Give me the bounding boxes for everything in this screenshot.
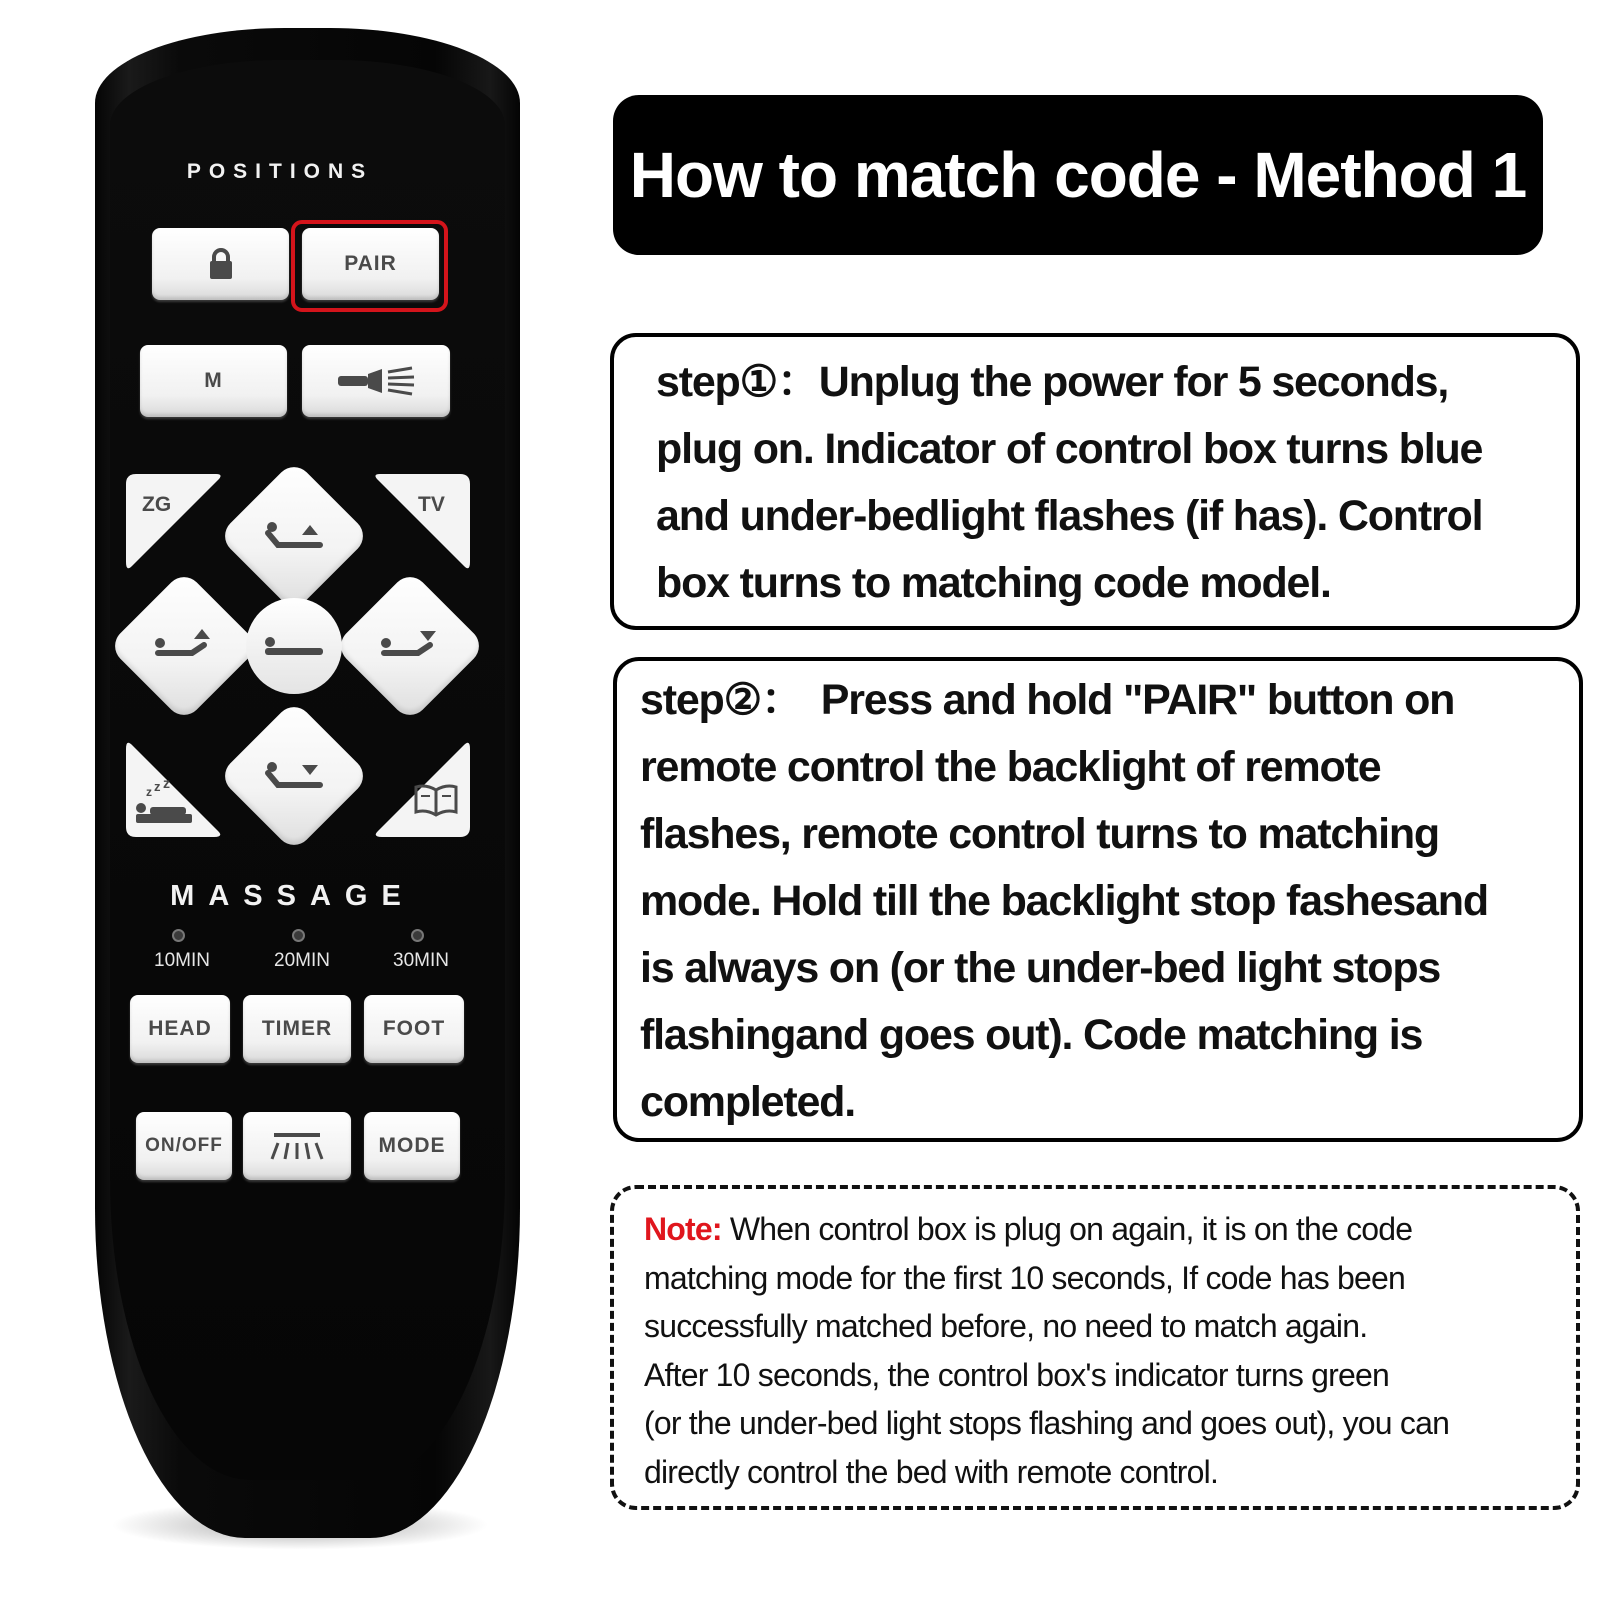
timer-20min-label: 20MIN — [274, 950, 330, 971]
zg-label: ZG — [142, 493, 172, 516]
step1-box — [610, 333, 1580, 630]
note-line: directly control the bed with remote control. — [644, 1453, 1219, 1490]
step1-line: box turns to matching code model. — [656, 559, 1331, 607]
light-wave-button[interactable] — [243, 1112, 351, 1180]
flashlight-button[interactable] — [302, 345, 450, 417]
tv-label: TV — [418, 493, 445, 516]
step1-line: Unplug the power for 5 seconds, — [818, 358, 1449, 406]
svg-text:z: z — [146, 785, 152, 799]
massage-label: MASSAGE — [170, 880, 415, 912]
zero-gravity-button[interactable] — [124, 472, 226, 574]
mode-label: MODE — [378, 1134, 446, 1157]
pair-highlight — [291, 220, 448, 312]
indicator-dot-10min — [172, 929, 185, 942]
svg-text:z: z — [154, 780, 161, 794]
head-massage-button[interactable] — [130, 995, 230, 1063]
note-text — [644, 1205, 1449, 1496]
mode-button[interactable] — [364, 1112, 460, 1180]
sleep-icon — [132, 780, 200, 826]
tv-button[interactable] — [370, 472, 472, 574]
head-label: HEAD — [148, 1017, 212, 1040]
note-line: successfully matched before, no need to match again. — [644, 1308, 1368, 1344]
step2-line: flashes, remote control turns to matching — [640, 810, 1439, 858]
step2-line: is always on (or the under-bed light stops — [640, 944, 1441, 992]
note-label: Note: — [644, 1211, 722, 1247]
note-line: After 10 seconds, the control box's indicator turns green — [644, 1356, 1389, 1393]
indicator-dot-20min — [292, 929, 305, 942]
timer-30min-label: 30MIN — [393, 950, 449, 971]
note-line: (or the under-bed light stops flashing and goes out), you can — [644, 1405, 1450, 1441]
step2-line: Press and hold "PAIR" button on — [820, 676, 1455, 724]
title-banner — [613, 95, 1543, 255]
foot-up-icon — [152, 629, 216, 663]
step1-line: and under-bedlight flashes (if has). Control — [656, 492, 1483, 540]
step2-line: remote control the backlight of remote — [640, 743, 1381, 791]
step2-box — [613, 657, 1583, 1142]
note-line: When control box is plug on again, it is on the code — [729, 1211, 1413, 1247]
memory-button[interactable] — [140, 345, 287, 417]
timer-button[interactable] — [243, 995, 351, 1063]
flat-button[interactable] — [246, 598, 342, 694]
step2-line: flashingand goes out). Code matching is — [640, 1011, 1423, 1059]
step2-line: completed. — [640, 1078, 855, 1126]
lock-icon — [208, 248, 234, 280]
step1-text — [656, 349, 1482, 617]
pair-label: PAIR — [344, 252, 397, 275]
note-line: matching mode for the first 10 seconds, If code has been — [644, 1259, 1405, 1296]
flashlight-icon — [336, 366, 416, 396]
svg-text:z: z — [163, 780, 170, 791]
step2-line: mode. Hold till the backlight stop fashesand — [640, 877, 1488, 925]
step1-label: step①： — [656, 358, 819, 406]
step2-label: step②： — [640, 676, 803, 724]
flat-icon — [263, 634, 325, 658]
light-wave-icon — [268, 1129, 326, 1163]
foot-massage-button[interactable] — [364, 995, 464, 1063]
page-title: How to match code - Method 1 — [629, 139, 1527, 211]
onoff-button[interactable] — [136, 1112, 232, 1180]
head-up-icon — [262, 519, 326, 553]
step2-text — [640, 667, 1488, 1136]
indicator-dot-30min — [411, 929, 424, 942]
positions-label: POSITIONS — [186, 160, 374, 183]
lock-button[interactable] — [152, 228, 289, 300]
timer-10min-label: 10MIN — [154, 950, 210, 971]
foot-down-icon — [378, 629, 442, 663]
timer-label: TIMER — [261, 1017, 333, 1040]
step1-line: plug on. Indicator of control box turns blue — [656, 425, 1483, 473]
head-down-icon — [262, 759, 326, 793]
m-label: M — [204, 369, 223, 392]
foot-label: FOOT — [382, 1017, 446, 1040]
onoff-label: ON/OFF — [145, 1135, 223, 1156]
note-box — [610, 1185, 1580, 1510]
read-icon — [412, 782, 460, 818]
